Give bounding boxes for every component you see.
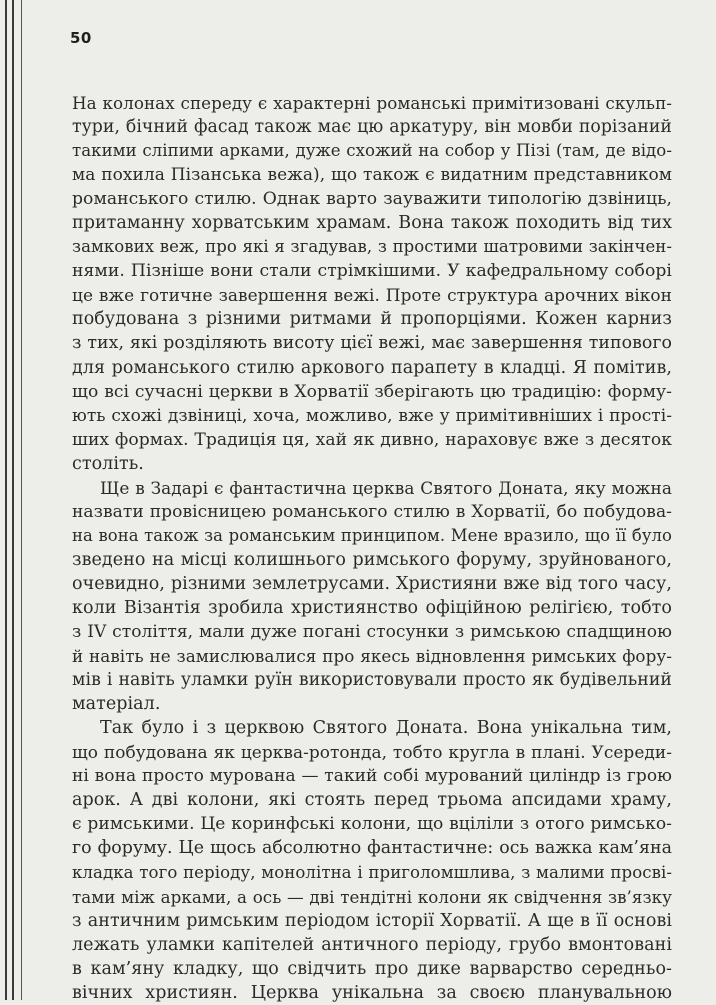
text-line: з античним римським періодом історії Хорватії. А ще в її основі xyxy=(72,910,672,931)
text-line: мів і навіть уламки руїн використовували просто як будівельний xyxy=(72,670,672,691)
text-line: побудована з різними ритмами й пропорціями. Кожен карниз xyxy=(72,309,672,330)
text-line: го форуму. Це щось абсолютно фантастичне: ось важка кам’яна xyxy=(72,838,672,859)
spine-line xyxy=(21,0,22,1000)
text-line: й навіть не замислювалися про якесь відновлення римських фору- xyxy=(72,646,672,667)
text-line: коли Візантія зробила християнство офіційною релігією, тобто xyxy=(72,597,672,618)
text-line: в кам’яну кладку, що свідчить про дике варварство середньо- xyxy=(72,958,672,979)
text-line: лежать уламки капітелей античного періоду, грубо вмонтовані xyxy=(72,934,672,955)
body-text xyxy=(72,91,672,1005)
text-line: ні вона просто мурована — такий собі мурований циліндр із грою xyxy=(72,766,672,787)
text-line: тури, бічний фасад також має цю аркатуру, він мовби порізаний xyxy=(72,117,672,138)
text-line: тами між арками, а ось — дві тендітні колони як свідчення зв’язку xyxy=(72,886,672,907)
paragraph-start-line: Так було і з церквою Святого Доната. Вона унікальна тим, xyxy=(100,718,672,739)
text-line: романського стилю. Однак варто зауважити типологію дзвіниць, xyxy=(72,189,672,210)
spine-line xyxy=(12,0,14,1000)
text-line: очевидно, різними землетрусами. Християни вже від того часу, xyxy=(72,573,672,594)
text-line: арок. А дві колони, які стоять перед трьома апсидами храму, xyxy=(72,790,672,811)
paragraph-end-line: століть. xyxy=(72,453,144,474)
text-line: є римськими. Це коринфські колони, що вціліли з отого римсько- xyxy=(72,814,672,835)
spine-line xyxy=(5,0,7,1000)
text-line: нями. Пізніше вони стали стрімкішими. У кафедральному соборі xyxy=(72,261,672,282)
book-spine-edge xyxy=(0,0,40,1000)
text-line: що побудована як церква-ротонда, тобто кругла в плані. Усереди- xyxy=(72,742,672,763)
paragraph-start-line: Ще в Задарі є фантастична церква Святого Доната, яку можна xyxy=(100,477,672,498)
text-line: це вже готичне завершення вежі. Проте структура арочних вікон xyxy=(72,285,672,306)
text-line: вічних християн. Церква унікальна за своєю планувальною xyxy=(72,982,672,1003)
text-line: з тих, які розділяють висоту цієї вежі, має завершення типового xyxy=(72,333,672,354)
text-line: з IV століття, мали дуже погані стосунки з римською спадщиною xyxy=(72,622,672,643)
text-line: ють схожі дзвіниці, хоча, можливо, вже у примітивніших і прості- xyxy=(72,405,672,426)
text-line: що всі сучасні церкви в Хорватії зберігають цю традицію: форму- xyxy=(72,381,672,402)
text-line: на вона також за романським принципом. Мене вразило, що її було xyxy=(72,525,672,545)
text-line: притаманну хорватським храмам. Вона також походить від тих xyxy=(72,213,672,234)
text-line: замкових веж, про які я згадував, з простими шатровими закінчен- xyxy=(72,237,672,257)
page-number: 50 xyxy=(70,29,92,47)
text-line: На колонах спереду є характерні романські примітизовані скульп- xyxy=(72,93,672,113)
text-line: кладка того періоду, монолітна і приголомшлива, з малими просві- xyxy=(72,862,672,882)
text-line: назвати провісницею романського стилю в Хорватії, бо побудова- xyxy=(72,501,672,522)
text-line: для романського стилю аркового парапету в кладці. Я помітив, xyxy=(72,357,672,378)
text-line: зведено на місці колишнього римського форуму, зруйнованого, xyxy=(72,549,672,570)
paragraph-end-line: матеріал. xyxy=(72,694,161,715)
text-line: ма похила Пізанська вежа), що також є видатним представником xyxy=(72,165,672,186)
text-line: такими сліпими арками, дуже схожий на собор у Пізі (там, де відо- xyxy=(72,141,672,161)
text-line: ших формах. Традиція ця, хай як дивно, нараховує вже з десяток xyxy=(72,429,672,450)
